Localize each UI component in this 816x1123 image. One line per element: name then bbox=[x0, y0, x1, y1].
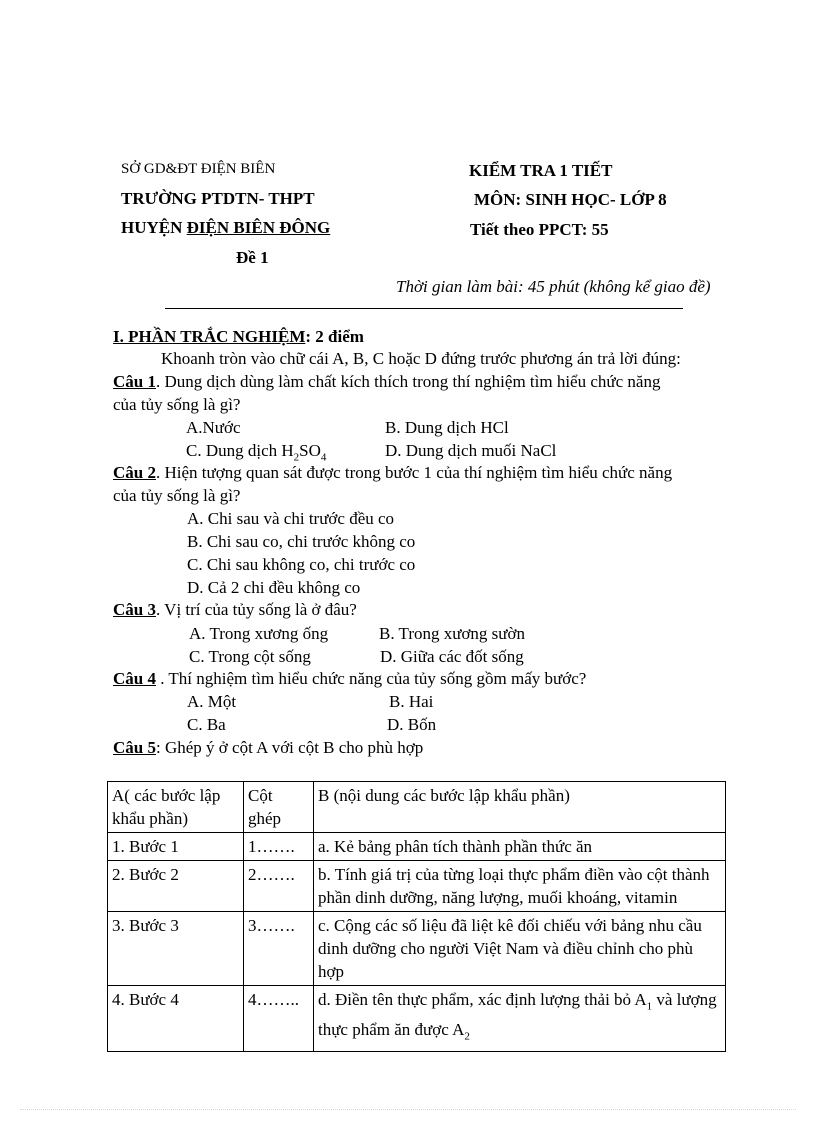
question-4-label: Câu 4 bbox=[113, 669, 156, 688]
question-1-text: . Dung dịch dùng làm chất kích thích trong thí nghiệm tìm hiểu chức năng bbox=[155, 372, 661, 391]
row-4-content bbox=[314, 986, 726, 1052]
question-2-text-cont: của tủy sống là gì? bbox=[113, 486, 241, 505]
table-row bbox=[108, 912, 726, 986]
row-2-step: 2. Bước 2 bbox=[108, 861, 244, 912]
table-row bbox=[108, 833, 726, 861]
district-prefix: HUYỆN bbox=[121, 218, 187, 237]
q3-option-c: C. Trong cột sống bbox=[189, 647, 311, 666]
row-4-sub2: 2 bbox=[464, 1030, 470, 1043]
q2-option-d: D. Cả 2 chi đều không co bbox=[187, 578, 361, 597]
subject-line: MÔN: SINH HỌC- LỚP 8 bbox=[474, 190, 667, 209]
question-3-text: . Vị trí của tủy sống là ở đâu? bbox=[155, 600, 357, 619]
q4-option-b: B. Hai bbox=[389, 692, 434, 711]
q1-option-b: B. Dung dịch HCl bbox=[385, 418, 509, 437]
row-1-match: 1……. bbox=[244, 833, 314, 861]
test-title: KIỂM TRA 1 TIẾT bbox=[469, 161, 613, 180]
row-4-step: 4. Bước 4 bbox=[108, 986, 244, 1052]
instruction: Khoanh tròn vào chữ cái A, B, C hoặc D đứng trước phương án trả lời đúng: bbox=[161, 349, 681, 368]
q2-option-c: C. Chi sau không co, chi trước co bbox=[187, 555, 416, 574]
question-2-text: . Hiện tượng quan sát được trong bước 1 của thí nghiệm tìm hiểu chức năng bbox=[155, 463, 673, 482]
school-name: TRƯỜNG PTDTN- THPT bbox=[121, 189, 315, 208]
row-4-content-text: d. Điền tên thực phẩm, xác định lượng thải bỏ A bbox=[318, 990, 647, 1009]
question-1 bbox=[113, 372, 660, 392]
matching-table bbox=[107, 781, 726, 1052]
section-title-underlined: I. PHẦN TRẮC NGHIỆM bbox=[113, 327, 306, 346]
q4-option-d: D. Bốn bbox=[387, 715, 437, 734]
row-3-content: c. Cộng các số liệu đã liệt kê đối chiếu với bảng nhu cầu dinh dưỡng cho người Việt Nam và điều chỉnh cho phù hợp bbox=[314, 912, 726, 986]
row-4-sub1: 1 bbox=[646, 1000, 653, 1013]
question-4-text: . Thí nghiệm tìm hiểu chức năng của tủy sống gồm mấy bước? bbox=[155, 669, 587, 688]
q1-option-c-text: C. Dung dịch H bbox=[186, 441, 294, 460]
header-col-match: Cột ghép bbox=[244, 782, 314, 833]
q1-option-c-mid: SO bbox=[299, 441, 321, 460]
header-col-a: A( các bước lập khẩu phần) bbox=[108, 782, 244, 833]
q1-option-c bbox=[186, 441, 326, 463]
row-2-content: b. Tính giá trị của từng loại thực phẩm điền vào cột thành phần dinh dưỡng, năng lượng, muối khoáng, vitamin bbox=[314, 861, 726, 912]
q1-option-c-sub1: 2 bbox=[293, 451, 300, 464]
period-line: Tiết theo PPCT: 55 bbox=[470, 220, 609, 239]
question-1-label: Câu 1 bbox=[113, 372, 156, 391]
row-3-match: 3……. bbox=[244, 912, 314, 986]
row-4-match: 4…….. bbox=[244, 986, 314, 1052]
question-5 bbox=[113, 738, 423, 758]
exam-code: Đề 1 bbox=[236, 248, 269, 267]
question-1-text-cont: của tủy sống là gì? bbox=[113, 395, 241, 414]
page-footer-divider bbox=[20, 1109, 796, 1110]
district-name: ĐIỆN BIÊN ĐÔNG bbox=[186, 218, 331, 237]
q1-option-d: D. Dung dịch muối NaCl bbox=[385, 441, 557, 460]
department-name: SỞ GD&ĐT ĐIỆN BIÊN bbox=[121, 161, 276, 177]
table-row bbox=[108, 861, 726, 912]
q3-option-a: A. Trong xương ống bbox=[189, 624, 329, 643]
q4-option-a: A. Một bbox=[187, 692, 237, 711]
row-1-step: 1. Bước 1 bbox=[108, 833, 244, 861]
question-3 bbox=[113, 600, 357, 620]
q2-option-a: A. Chi sau và chi trước đều co bbox=[187, 509, 395, 528]
question-3-label: Câu 3 bbox=[113, 600, 156, 619]
header-col-b: B (nội dung các bước lập khẩu phần) bbox=[314, 782, 726, 833]
q2-option-b: B. Chi sau co, chi trước không co bbox=[187, 532, 416, 551]
section-title-points: : 2 điểm bbox=[305, 327, 364, 346]
district-line bbox=[121, 218, 330, 238]
row-2-match: 2……. bbox=[244, 861, 314, 912]
time-line: Thời gian làm bài: 45 phút (không kể giao đề) bbox=[396, 277, 711, 296]
question-5-text: : Ghép ý ở cột A với cột B cho phù hợp bbox=[155, 738, 424, 757]
q3-option-b: B. Trong xương sườn bbox=[379, 624, 526, 643]
question-4 bbox=[113, 669, 586, 689]
row-4-content-mid: và lượng thực phẩm ăn được A bbox=[318, 990, 717, 1040]
q1-option-a: A.Nước bbox=[186, 418, 241, 437]
q1-option-c-sub2: 4 bbox=[320, 451, 327, 464]
table-header-row bbox=[108, 782, 726, 833]
question-2 bbox=[113, 463, 672, 483]
q4-option-c: C. Ba bbox=[187, 715, 226, 734]
header-divider bbox=[165, 308, 683, 309]
question-5-label: Câu 5 bbox=[113, 738, 156, 757]
section-title bbox=[113, 327, 364, 347]
row-1-content: a. Kẻ bảng phân tích thành phần thức ăn bbox=[314, 833, 726, 861]
table-row bbox=[108, 986, 726, 1052]
question-2-label: Câu 2 bbox=[113, 463, 156, 482]
q3-option-d: D. Giữa các đốt sống bbox=[380, 647, 524, 666]
row-3-step: 3. Bước 3 bbox=[108, 912, 244, 986]
